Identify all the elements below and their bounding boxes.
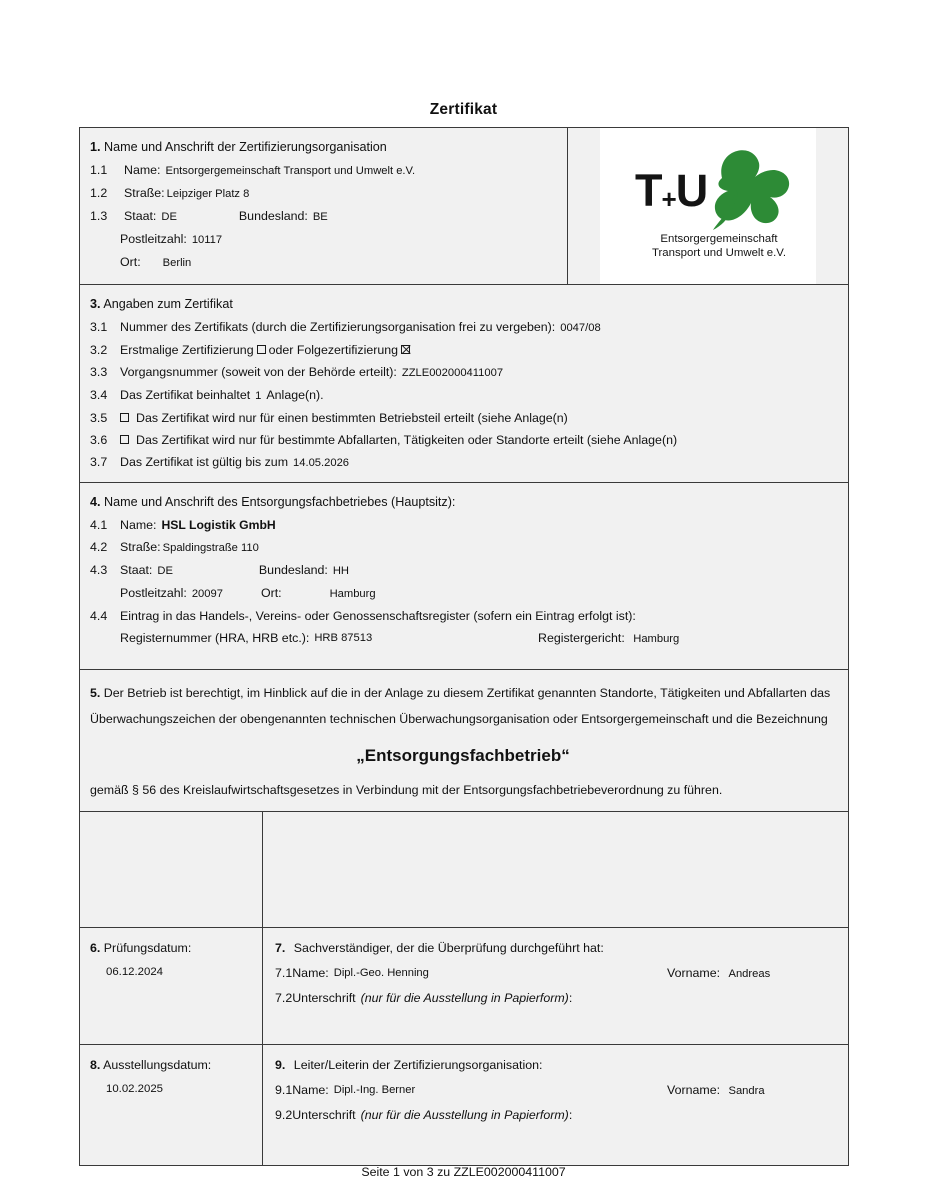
checkbox-follow-certification[interactable] [401,345,410,354]
row-3-1-label: Nummer des Zertifikats (durch die Zertifizierungsorganisation frei zu vergeben): [120,320,556,334]
row-4-4-regcourt-label: Registergericht: [538,631,625,645]
section-1-number: 1. [90,140,101,154]
section-7-expert [263,928,848,1044]
section-1-logo-column [568,128,848,284]
row-4-3-bundesland-value: HH [332,565,349,577]
row-3-6-specific-waste [90,429,838,451]
row-4-4-register [90,605,838,627]
row-1-city-label: Ort: [120,255,141,269]
row-7-1-value: Dipl.-Geo. Henning [333,967,429,979]
row-4-city-label: Ort: [260,586,282,600]
row-1-3-label: Staat: [124,209,157,223]
section-7-heading [275,937,840,959]
tu-letter-t: T [635,165,662,216]
row-3-3-process-number [90,361,838,384]
row-7-1-firstname-value: Andreas [728,968,771,980]
section-7-heading-text: Sachverständiger, der die Überprüfung durchgeführt hat: [293,941,604,955]
tu-plus-sign: + [661,184,676,214]
row-4-4-regcourt [538,627,679,650]
tu-logo-mark [613,146,803,238]
page-title: Zertifikat [429,101,498,118]
row-4-4-number: 4.4 [90,609,108,623]
row-7-2-label: Unterschrift [292,991,356,1005]
section-8-value: 10.02.2025 [106,1083,164,1095]
row-4-2-value: Spaldingstraße 110 [162,542,259,554]
row-4-4-regcourt-value: Hamburg [633,633,680,645]
row-1-postcode-label: Postleitzahl: [120,232,187,246]
row-1-3-value: DE [161,211,177,223]
blank-area-left [80,812,263,927]
tu-caption-line-1: Entsorgergemeinschaft [660,233,778,245]
row-9-1-value: Dipl.-Ing. Berner [333,1084,416,1096]
row-9-1-leader-name [275,1079,840,1101]
row-7-1-firstname [667,962,770,985]
row-3-7-label: Das Zertifikat ist gültig bis zum [120,455,289,469]
row-4-3-label: Staat: [120,563,153,577]
row-4-1-number: 4.1 [90,518,108,532]
row-7-2-note: (nur für die Ausstellung in Papierform) [360,991,569,1005]
row-4-3-state [90,559,838,582]
row-1-1-label: Name: [124,163,161,177]
row-3-5-partial-operation [90,407,838,429]
row-3-3-value: ZZLE002000411007 [401,367,504,379]
row-7-1-expert-name [275,962,840,984]
row-4-4-register-details [90,627,838,649]
row-4-1-label: Name: [120,518,157,532]
row-1-2-street [90,182,557,205]
row-4-4-spacer [90,627,120,649]
row-1-1-number: 1.1 [90,163,108,177]
row-3-2-certification-type [90,339,838,361]
section-9-heading-text: Leiter/Leiterin der Zertifizierungsorganisation: [293,1058,543,1072]
ginkgo-leaf-icon [691,148,799,236]
row-1-2-value: Leipziger Platz 8 [166,188,250,200]
row-9-1-firstname [667,1079,765,1102]
row-3-6-number: 3.6 [90,433,108,447]
row-7-1-firstname-label: Vorname: [667,966,721,980]
row-4-3-value: DE [157,565,173,577]
row-1-3-state [90,205,557,228]
section-8-9-row [80,1045,848,1165]
row-4-postcode-value: 20097 [191,588,223,600]
section-9-heading [275,1054,840,1076]
section-1-text-column [80,128,568,284]
row-9-1-firstname-label: Vorname: [667,1083,721,1097]
row-1-3-number: 1.3 [90,209,108,223]
row-3-1-certificate-number [90,316,838,339]
section-6-value: 06.12.2024 [106,966,164,978]
section-5-number: 5. [90,686,101,700]
row-1-city [90,251,557,274]
section-5-paragraph [90,680,836,732]
section-6-audit-date [80,928,263,1044]
row-4-2-street [90,536,838,559]
blank-area-right [263,812,848,927]
row-7-2-number: 7.2 [275,991,293,1005]
row-4-postcode-label: Postleitzahl: [120,586,187,600]
row-4-4-regnum-label: Registernummer (HRA, HRB etc.): [120,631,310,645]
page-footer: Seite 1 von 3 zu ZZLE002000411007 [361,1165,566,1179]
checkbox-first-certification[interactable] [257,345,266,354]
row-4-4-regnum-value: HRB 87513 [314,632,373,644]
row-9-1-firstname-value: Sandra [728,1085,765,1097]
row-1-1-name [90,159,557,182]
section-3-number: 3. [90,297,101,311]
row-1-1-value: Entsorgergemeinschaft Transport und Umwelt e.V. [165,165,416,177]
row-3-1-number: 3.1 [90,320,108,334]
row-4-city-value: Hamburg [329,588,376,600]
section-6-number: 6. [90,941,101,955]
section-9-number: 9. [275,1058,286,1072]
row-1-postcode-value: 10117 [191,234,223,246]
section-6-heading [90,937,254,959]
section-9-head-of-org [263,1045,848,1165]
section-4-heading-text: Name und Anschrift des Entsorgungsfachbetriebes (Hauptsitz): [104,495,456,509]
section-8-heading [90,1054,254,1076]
row-3-2-number: 3.2 [90,343,108,357]
section-8-number: 8. [90,1058,101,1072]
row-3-2-follow-label: oder Folgezertifizierung [268,343,399,357]
row-1-postcode [90,228,557,251]
section-1-heading-text: Name und Anschrift der Zertifizierungsorganisation [104,140,387,154]
row-4-1-company-name [90,514,838,536]
row-4-3-bundesland-label: Bundesland: [258,563,328,577]
row-1-3-bundesland-label: Bundesland: [238,209,308,223]
row-3-7-number: 3.7 [90,455,108,469]
row-9-2-label: Unterschrift [292,1108,356,1122]
row-3-1-value: 0047/08 [560,322,601,334]
row-3-5-number: 3.5 [90,411,108,425]
row-9-2-note: (nur für die Ausstellung in Papierform) [360,1108,569,1122]
row-7-1-number: 7.1 [275,966,293,980]
row-9-2-number: 9.2 [275,1108,293,1122]
section-3-certificate-details [80,285,848,483]
row-3-4-attachments [90,384,838,407]
row-3-5-text: Das Zertifikat wird nur für einen bestimmten Betriebsteil erteilt (siehe Anlage(n) [136,411,568,425]
row-1-2-label: Straße: [124,186,165,200]
section-6-7-row [80,928,848,1045]
certificate-table [79,127,849,1166]
row-3-6-text: Das Zertifikat wird nur für bestimmte Abfallarten, Tätigkeiten oder Standorte erteilt (siehe Anlage(n) [136,433,678,447]
row-3-4-number: 3.4 [90,388,108,402]
section-5-footer-text: gemäß § 56 des Kreislaufwirtschaftsgesetzes in Verbindung mit der Entsorgungsfachbetriebeverordnung zu führen. [90,783,723,797]
section-5-designation: „Entsorgungsfachbetrieb“ [356,746,570,765]
row-1-2-number: 1.2 [90,186,108,200]
section-blank-area [80,812,848,928]
section-4-heading [90,491,838,513]
section-7-number: 7. [275,941,286,955]
row-1-city-value: Berlin [162,257,192,269]
row-9-1-number: 9.1 [275,1083,293,1097]
row-7-1-label: Name: [292,966,329,980]
section-6-label: Prüfungsdatum: [103,941,192,955]
section-4-number: 4. [90,495,101,509]
section-8-label: Ausstellungsdatum: [103,1058,212,1072]
row-3-7-value: 14.05.2026 [293,457,350,469]
row-3-2-first-label: Erstmalige Zertifizierung [120,343,254,357]
row-4-3-number: 4.3 [90,563,108,577]
row-4-postcode-city [90,582,838,605]
section-3-heading [90,293,838,315]
row-9-2-colon: : [568,1108,573,1122]
tu-logo [600,128,816,284]
row-3-4-count: 1 [255,390,262,402]
row-4-1-value: HSL Logistik GmbH [161,518,276,532]
tu-caption-line-2: Transport und Umwelt e.V. [651,247,786,259]
row-3-4-label-a: Das Zertifikat beinhaltet [120,388,251,402]
row-7-2-colon: : [568,991,573,1005]
section-1-heading [90,136,557,158]
section-5-authorisation [80,670,848,812]
section-4-disposal-company [80,483,848,670]
row-7-2-signature [275,987,840,1009]
section-5-paragraph-text: Der Betrieb ist berechtigt, im Hinblick auf die in der Anlage zu diesem Zertifikat genannten Standorte, Tätigkeiten und Abfallarten das Überwachungszeichen der obengenannten technischen Überwachungsorganisation oder Entsorgergemeinschaft und die Bezeichnung [90,686,831,726]
checkbox-partial-operation[interactable] [120,413,129,422]
row-4-4-text: Eintrag in das Handels-, Vereins- oder Genossenschaftsregister (sofern ein Eintrag erfolgt ist): [120,609,636,623]
row-3-7-validity [90,451,838,474]
row-3-3-label: Vorgangsnummer (soweit von der Behörde erteilt): [120,365,397,379]
row-9-2-signature [275,1104,840,1126]
section-1-certification-organisation [80,128,848,285]
row-3-3-number: 3.3 [90,365,108,379]
section-3-heading-text: Angaben zum Zertifikat [103,297,233,311]
row-3-4-label-b: Anlage(n). [266,388,324,402]
row-9-1-label: Name: [292,1083,329,1097]
row-1-3-bundesland-value: BE [312,211,328,223]
row-4-2-label: Straße: [120,540,161,554]
row-4-2-number: 4.2 [90,540,108,554]
tu-letter-u: U [675,165,708,216]
section-8-issue-date [80,1045,263,1165]
checkbox-specific-waste[interactable] [120,435,129,444]
